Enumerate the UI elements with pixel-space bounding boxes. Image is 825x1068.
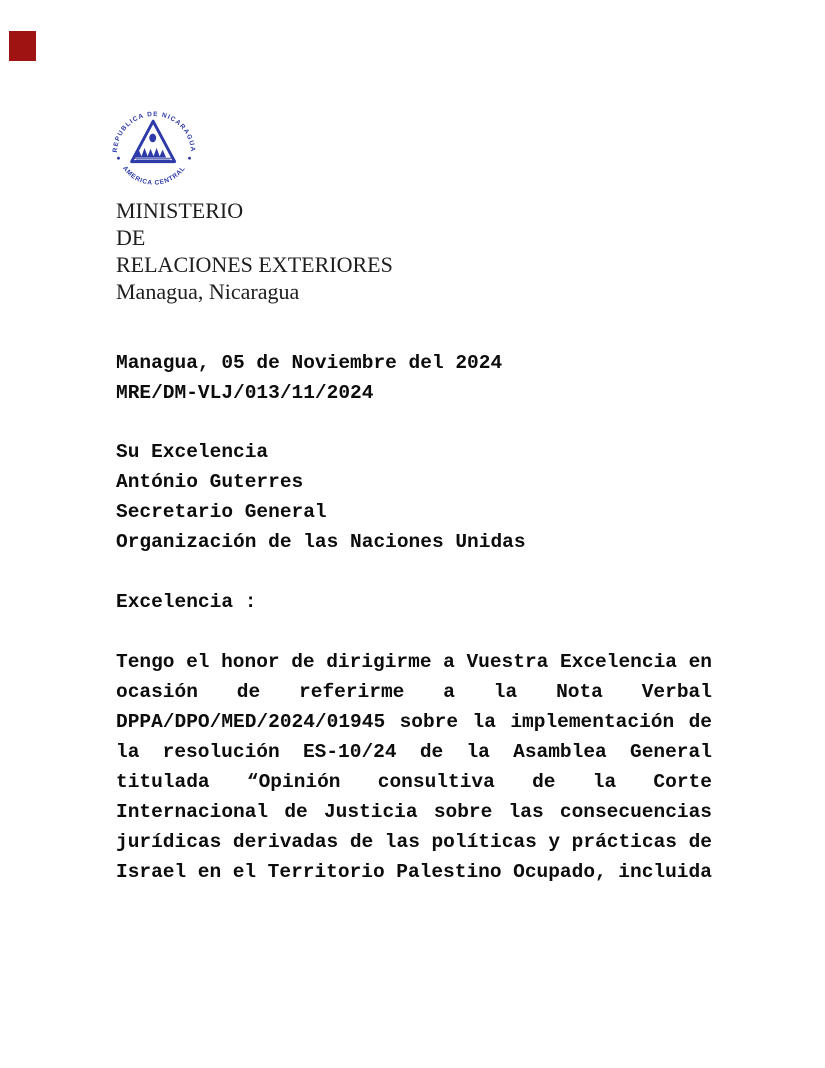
seal-cap — [149, 134, 156, 143]
seal-top-text: REPUBLICA DE NICARAGUA — [111, 110, 197, 153]
body-paragraph — [116, 647, 712, 887]
seal-sea-line-2 — [136, 160, 170, 161]
letterhead — [116, 197, 393, 305]
reference-block — [116, 348, 502, 408]
body-line: jurídicas derivadas de las políticas y prácticas de — [116, 831, 712, 853]
seal-left-dot — [117, 157, 120, 160]
salutation: Excelencia : — [116, 591, 257, 613]
letterhead-line-de: DE — [116, 225, 146, 250]
red-marker — [9, 31, 36, 61]
seal-right-dot — [188, 157, 191, 160]
body-line: Internacional de Justicia sobre las consecuencias — [116, 801, 712, 823]
reference-number: MRE/DM-VLJ/013/11/2024 — [116, 382, 374, 404]
recipient-block — [116, 437, 526, 557]
letterhead-line-ministerio: MINISTERIO — [116, 198, 244, 223]
date-line: Managua, 05 de Noviembre del 2024 — [116, 352, 503, 374]
body-line: Tengo el honor de dirigirme a Vuestra Excelencia en — [116, 651, 712, 673]
recipient-role: Secretario General — [116, 501, 327, 523]
coat-of-arms-icon — [111, 104, 197, 190]
recipient-organization: Organización de las Naciones Unidas — [116, 531, 526, 553]
letterhead-line-city: Managua, Nicaragua — [116, 279, 300, 304]
recipient-title: Su Excelencia — [116, 441, 269, 463]
body-line: la resolución ES-10/24 de la Asamblea General — [116, 741, 712, 763]
recipient-name: António Guterres — [116, 471, 304, 493]
body-line: Israel en el Territorio Palestino Ocupado, incluida — [116, 861, 712, 883]
body-line: DPPA/DPO/MED/2024/01945 sobre la implementación de — [116, 711, 712, 733]
body-line: titulada “Opinión consultiva de la Corte — [116, 771, 712, 793]
letterhead-line-relaciones: RELACIONES EXTERIORES — [116, 252, 393, 277]
seal-sea-line-1 — [134, 158, 172, 159]
body-line: ocasión de referirme a la Nota Verbal — [116, 681, 712, 703]
seal-bottom-text: AMERICA CENTRAL — [121, 164, 187, 187]
